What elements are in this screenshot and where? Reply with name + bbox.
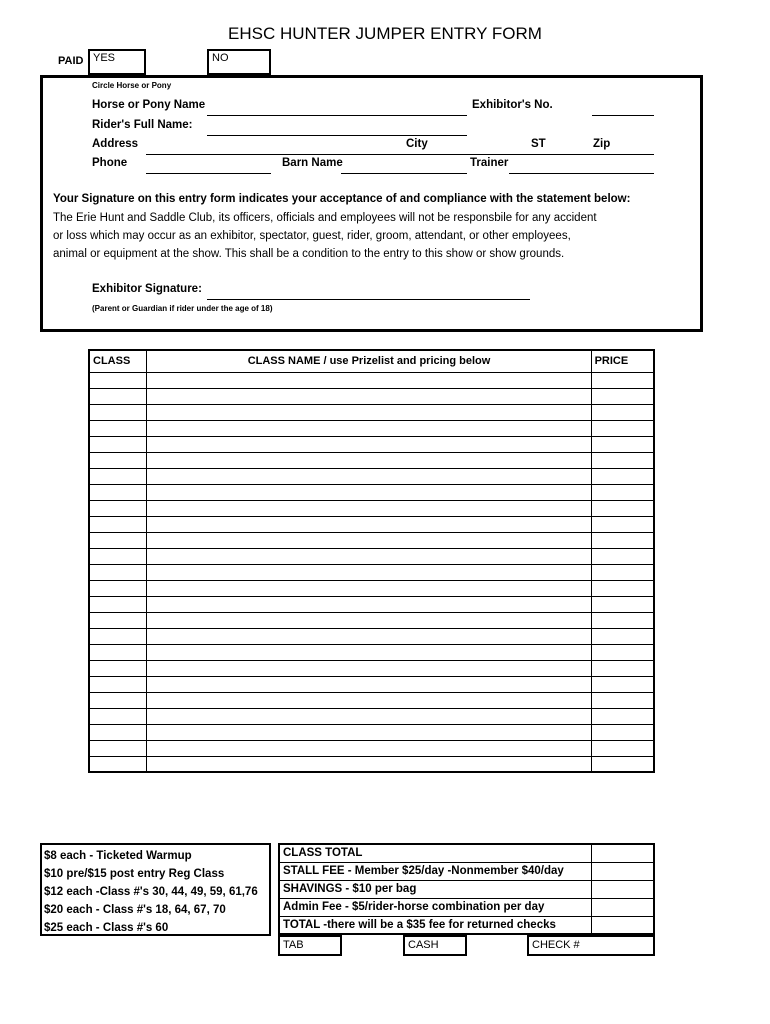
class-price-cell[interactable]	[591, 644, 654, 660]
class-entry-row	[89, 676, 654, 692]
class-price-cell[interactable]	[591, 708, 654, 724]
price-item: $12 each -Class #'s 30, 44, 49, 59, 61,76	[44, 886, 258, 898]
class-entry-row	[89, 548, 654, 564]
state-label: ST	[531, 138, 546, 150]
class-table-body	[89, 372, 654, 772]
totals-row	[279, 880, 654, 898]
class-price-cell[interactable]	[591, 372, 654, 388]
class-entry-row	[89, 532, 654, 548]
stall-fee-field[interactable]	[591, 862, 654, 880]
class-name-cell[interactable]	[147, 420, 591, 436]
payment-tab-box[interactable]: TAB	[278, 935, 342, 956]
class-price-cell[interactable]	[591, 676, 654, 692]
phone-label: Phone	[92, 157, 128, 169]
class-entry-row	[89, 708, 654, 724]
class-entry-row	[89, 660, 654, 676]
class-price-cell[interactable]	[591, 596, 654, 612]
class-entry-row	[89, 404, 654, 420]
class-entry-row	[89, 644, 654, 660]
class-column-header: CLASS	[89, 350, 147, 372]
statement-line-1: The Erie Hunt and Saddle Club, its officers, officials and employees will not be responsbile for any accident	[53, 212, 597, 224]
trainer-field[interactable]	[509, 173, 654, 174]
class-name-cell[interactable]	[147, 484, 591, 500]
class-name-cell[interactable]	[147, 724, 591, 740]
price-column-header: PRICE	[591, 350, 654, 372]
class-name-cell[interactable]	[147, 516, 591, 532]
class-name-cell[interactable]	[147, 628, 591, 644]
paid-no-box[interactable]: NO	[207, 49, 271, 75]
class-number-cell[interactable]	[89, 724, 147, 740]
class-number-cell[interactable]	[89, 708, 147, 724]
class-entry-row	[89, 580, 654, 596]
class-number-cell[interactable]	[89, 580, 147, 596]
horse-name-field[interactable]	[207, 115, 467, 116]
barn-name-field[interactable]	[341, 173, 467, 174]
exhibitor-signature-field[interactable]	[207, 299, 530, 300]
totals-table	[278, 843, 655, 935]
class-number-cell[interactable]	[89, 532, 147, 548]
class-entry-row	[89, 500, 654, 516]
totals-row	[279, 844, 654, 862]
pricing-box	[40, 843, 271, 936]
class-price-cell[interactable]	[591, 420, 654, 436]
class-price-cell[interactable]	[591, 484, 654, 500]
class-price-cell[interactable]	[591, 580, 654, 596]
trainer-label: Trainer	[470, 157, 509, 169]
payment-check-box[interactable]: CHECK #	[527, 935, 655, 956]
stall-fee-label: STALL FEE - Member $25/day -Nonmember $40/day	[279, 862, 591, 880]
class-entry-row	[89, 692, 654, 708]
shavings-label: SHAVINGS - $10 per bag	[279, 880, 591, 898]
class-entry-row	[89, 596, 654, 612]
class-number-cell[interactable]	[89, 372, 147, 388]
statement-heading: Your Signature on this entry form indicates your acceptance of and compliance with the statement below:	[53, 193, 631, 205]
class-total-field[interactable]	[591, 844, 654, 862]
class-name-column-header: CLASS NAME / use Prizelist and pricing below	[147, 350, 591, 372]
totals-row	[279, 916, 654, 934]
class-entry-row	[89, 484, 654, 500]
address-field[interactable]	[146, 154, 654, 155]
exhibitor-signature-label: Exhibitor Signature:	[92, 283, 202, 295]
statement-line-2: or loss which may occur as an exhibitor, spectator, guest, rider, groom, attendant, or other employees,	[53, 230, 571, 242]
admin-fee-label: Admin Fee - $5/rider-horse combination per day	[279, 898, 591, 916]
class-entry-row	[89, 468, 654, 484]
class-name-cell[interactable]	[147, 548, 591, 564]
price-item: $8 each - Ticketed Warmup	[44, 850, 192, 862]
class-price-cell[interactable]	[591, 692, 654, 708]
paid-yes-box[interactable]: YES	[88, 49, 146, 75]
class-name-cell[interactable]	[147, 468, 591, 484]
price-item: $10 pre/$15 post entry Reg Class	[44, 868, 225, 880]
class-entry-row	[89, 516, 654, 532]
class-total-label: CLASS TOTAL	[279, 844, 591, 862]
class-entry-row	[89, 724, 654, 740]
class-entry-row	[89, 628, 654, 644]
rider-name-label: Rider's Full Name:	[92, 119, 193, 131]
class-entry-table	[88, 349, 655, 773]
class-number-cell[interactable]	[89, 740, 147, 756]
class-entry-row	[89, 420, 654, 436]
class-price-cell[interactable]	[591, 404, 654, 420]
class-name-cell[interactable]	[147, 580, 591, 596]
payment-cash-box[interactable]: CASH	[403, 935, 467, 956]
class-price-cell[interactable]	[591, 548, 654, 564]
exhibitor-number-field[interactable]	[592, 115, 654, 116]
class-number-cell[interactable]	[89, 388, 147, 404]
class-price-cell[interactable]	[591, 388, 654, 404]
class-price-cell[interactable]	[591, 612, 654, 628]
city-label: City	[406, 138, 428, 150]
class-price-cell[interactable]	[591, 564, 654, 580]
class-entry-row	[89, 436, 654, 452]
class-entry-row	[89, 740, 654, 756]
class-entry-row	[89, 564, 654, 580]
class-number-cell[interactable]	[89, 484, 147, 500]
class-name-cell[interactable]	[147, 404, 591, 420]
rider-name-field[interactable]	[207, 135, 467, 136]
class-price-cell[interactable]	[591, 724, 654, 740]
class-number-cell[interactable]	[89, 500, 147, 516]
class-name-cell[interactable]	[147, 372, 591, 388]
guardian-note: (Parent or Guardian if rider under the age of 18)	[92, 304, 273, 313]
form-title: EHSC HUNTER JUMPER ENTRY FORM	[228, 24, 542, 43]
statement-line-3: animal or equipment at the show. This shall be a condition to the entry to this show or show grounds.	[53, 248, 565, 260]
class-number-cell[interactable]	[89, 596, 147, 612]
class-price-cell[interactable]	[591, 660, 654, 676]
grand-total-field[interactable]	[591, 916, 654, 934]
class-name-cell[interactable]	[147, 708, 591, 724]
class-number-cell[interactable]	[89, 452, 147, 468]
class-name-cell[interactable]	[147, 660, 591, 676]
class-number-cell[interactable]	[89, 436, 147, 452]
class-number-cell[interactable]	[89, 404, 147, 420]
class-number-cell[interactable]	[89, 564, 147, 580]
totals-row	[279, 898, 654, 916]
class-number-cell[interactable]	[89, 692, 147, 708]
class-name-cell[interactable]	[147, 644, 591, 660]
class-price-cell[interactable]	[591, 756, 654, 772]
class-name-cell[interactable]	[147, 740, 591, 756]
class-entry-row	[89, 372, 654, 388]
admin-fee-field[interactable]	[591, 898, 654, 916]
class-name-cell[interactable]	[147, 756, 591, 772]
class-number-cell[interactable]	[89, 612, 147, 628]
class-entry-row	[89, 612, 654, 628]
class-name-cell[interactable]	[147, 452, 591, 468]
class-number-cell[interactable]	[89, 516, 147, 532]
class-name-cell[interactable]	[147, 564, 591, 580]
horse-name-label: Horse or Pony Name	[92, 99, 206, 111]
class-table-header	[89, 350, 654, 372]
class-price-cell[interactable]	[591, 452, 654, 468]
class-number-cell[interactable]	[89, 660, 147, 676]
zip-label: Zip	[593, 138, 611, 150]
class-price-cell[interactable]	[591, 436, 654, 452]
barn-name-label: Barn Name	[282, 157, 343, 169]
class-entry-row	[89, 452, 654, 468]
price-item: $25 each - Class #'s 60	[44, 922, 169, 934]
class-name-cell[interactable]	[147, 612, 591, 628]
class-name-cell[interactable]	[147, 436, 591, 452]
class-name-cell[interactable]	[147, 692, 591, 708]
class-name-cell[interactable]	[147, 500, 591, 516]
class-price-cell[interactable]	[591, 500, 654, 516]
class-price-cell[interactable]	[591, 628, 654, 644]
exhibitor-number-label: Exhibitor's No.	[472, 99, 553, 111]
paid-label: PAID	[58, 55, 84, 67]
grand-total-label: TOTAL -there will be a $35 fee for returned checks	[279, 916, 591, 934]
address-label: Address	[92, 138, 139, 150]
class-name-cell[interactable]	[147, 388, 591, 404]
class-name-cell[interactable]	[147, 596, 591, 612]
class-entry-row	[89, 388, 654, 404]
class-number-cell[interactable]	[89, 756, 147, 772]
totals-row	[279, 862, 654, 880]
class-price-cell[interactable]	[591, 740, 654, 756]
circle-horse-pony-note: Circle Horse or Pony	[92, 81, 172, 90]
class-price-cell[interactable]	[591, 516, 654, 532]
class-price-cell[interactable]	[591, 532, 654, 548]
class-name-cell[interactable]	[147, 532, 591, 548]
price-item: $20 each - Class #'s 18, 64, 67, 70	[44, 904, 226, 916]
class-name-cell[interactable]	[147, 676, 591, 692]
class-number-cell[interactable]	[89, 676, 147, 692]
class-entry-row	[89, 756, 654, 772]
shavings-field[interactable]	[591, 880, 654, 898]
class-number-cell[interactable]	[89, 420, 147, 436]
class-number-cell[interactable]	[89, 548, 147, 564]
phone-field[interactable]	[146, 173, 271, 174]
class-number-cell[interactable]	[89, 644, 147, 660]
class-number-cell[interactable]	[89, 628, 147, 644]
class-price-cell[interactable]	[591, 468, 654, 484]
class-number-cell[interactable]	[89, 468, 147, 484]
